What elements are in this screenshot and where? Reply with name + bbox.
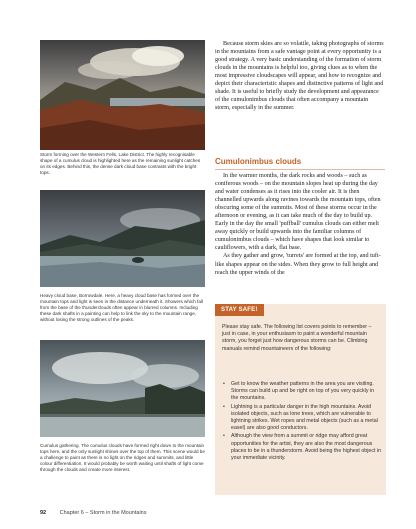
photo-borrowdale [40,190,205,287]
page-number: 92 [40,510,47,516]
heading-rule [215,169,385,170]
stay-safe-list [222,381,382,463]
stay-safe-title: STAY SAFE! [215,304,264,316]
photo-caption: Storm forming over the Western Fells, Lake District. The highly recognisable shape of a cumulus cloud is highlighted here as the remaining sunlight catches on its edges. Behind this, the dense dark cloud base contrasts with the bright tops. [40,152,201,175]
section-paragraph: In the warmer months, the dark rocks and woods – such as coniferous woods – on the mountain slopes heat up during the day and water condenses as it rises into the cooler air. It is then channelled upwards along ravines towards the mountain tops, often obscuring some of the summits. Most of these storms occur in the afternoon or evening, as it can take much of the day to build up. Early in the day the small 'puffball' cumulus clouds can either melt away quickly or build upwards into the familiar columns of cumulonimbus clouds – which have shapes that look similar to cauliflowers, with a dark, flat base. [215,173,381,252]
intro-text [215,40,385,112]
page-footer [40,510,390,516]
photo-western-fells [40,40,205,150]
stay-safe-intro: Please stay safe. The following list covers points to remember – just in case, in your enthusiasm to paint a wonderful mountain storm, you forget just how dangerous storms can be. Climbing manuals remind mountaineers of the following: [222,324,372,352]
chapter-title: Chapter 6 – Storm in the Mountains [59,510,147,516]
stay-safe-box [215,304,386,495]
section-text [215,172,385,277]
section-paragraph: As they gather and grow, 'turrets' are formed at the top, and tuft-like shapes appear on the sides. When they grow to full height and reach the upper winds of the [215,253,381,276]
list-item: • Lightning is a particular danger in the high mountains. Avoid isolated objects, such as lone trees, which are vulnerable to lightning strikes. Wet ropes and metal objects (such as a metal easel) are also good conductors. [222,404,382,433]
list-item: • Get to know the weather patterns in the area you are visiting. Storms can build up and be right on top of you very quickly in the mountains. [222,381,382,403]
photo-caption: Heavy cloud base, Borrowdale. Here, a heavy cloud base has formed over the mountain tops and light is seen in the distance underneath it. Showers which fall from the base of the thunderclouds often appear in blurred columns. Including these dark shafts in a painting can help to link the sky to the mountain range, without losing the strong outlines of the peaks. [40,293,203,322]
section-heading: Cumulonimbus clouds [215,157,302,166]
list-item: • Although the view from a summit or ridge may afford great opportunities for the artist, they are also the most dangerous places to be in a thunderstorm. Avoid being the highest object in your immediate vicinity. [222,433,382,462]
intro-paragraph: Because storm skies are so volatile, taking photographs of storms in the mountains from a safe vantage point at every opportunity is a good strategy. A very basic understanding of the formation of storm clouds in the mountains is helpful too, giving clues as to when the most impressive cloudscapes will appear, and how to recognize and depict their characteristic shapes and distinctive patterns of light and shade. It is useful to briefly study the development and appearance of the cumulonimbus clouds that often accompany a mountain storm, especially in the summer. [215,41,384,112]
photo-cumulus-gathering [40,340,205,437]
photo-caption: Cumulus gathering. The cumulus clouds have formed right down to the mountain tops here, and the only sunlight shines over the top of them. This scene would be a challenge to paint as there is no light on the ridges and summits, and little colour differentiation. It would probably be worth waiting until shafts of light come through the clouds and create more interest. [40,443,205,472]
